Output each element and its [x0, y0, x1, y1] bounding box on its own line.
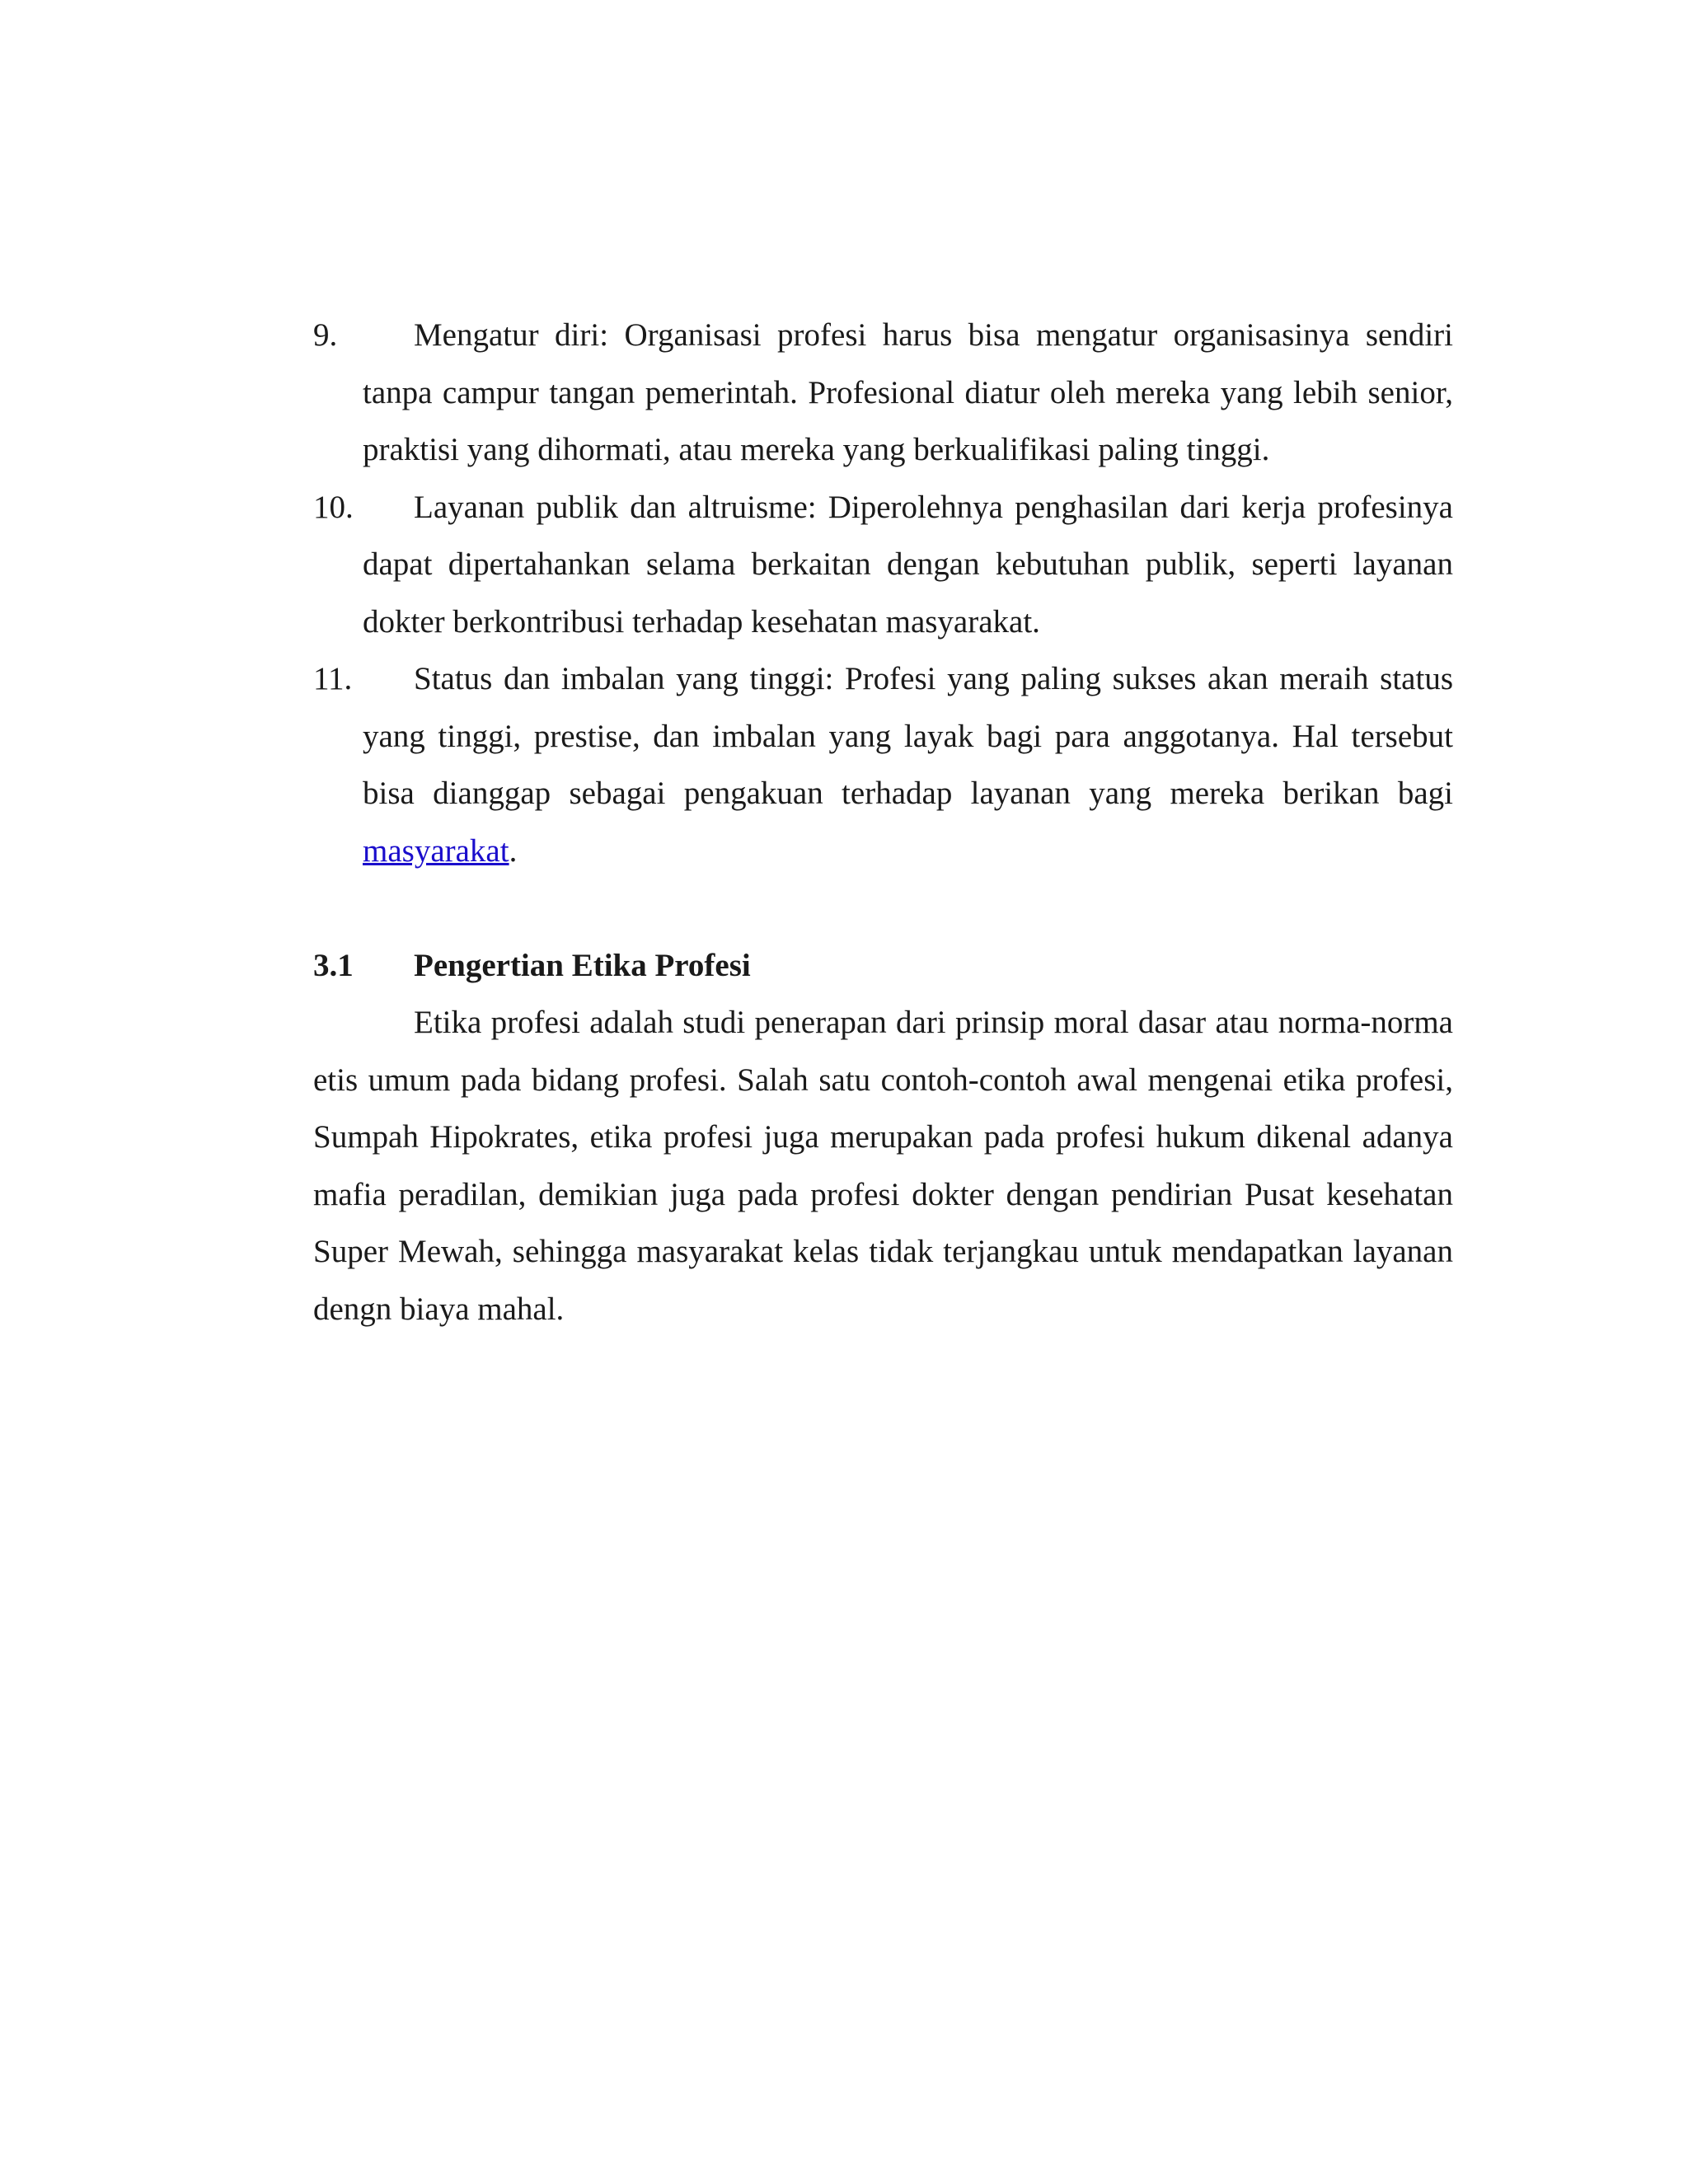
- list-item-text: Status dan imbalan yang tinggi: Profesi yang paling sukses akan meraih status yang tinggi, prestise, dan imbalan yang layak bagi para anggotanya. Hal tersebut bisa dianggap sebagai pengakuan terhadap layanan yang mereka berikan bagi: [363, 661, 1453, 811]
- section-title: Pengertian Etika Profesi: [414, 947, 751, 983]
- section-paragraph: Etika profesi adalah studi penerapan dari prinsip moral dasar atau norma-norma etis umum pada bidang profesi. Salah satu contoh-contoh awal mengenai etika profesi, Sumpah Hipokrates, etika profesi juga merupakan pada profesi hukum dikenal adanya mafia peradilan, demikian juga pada profesi dokter dengan pendirian Pusat kesehatan Super Mewah, sehingga masyarakat kelas tidak terjangkau untuk mendapatkan layanan dengn biaya mahal.: [313, 1005, 1453, 1327]
- list-item-tail: .: [509, 832, 518, 869]
- list-number: 10.: [313, 489, 354, 525]
- list-item: [313, 307, 1453, 479]
- page-content: [313, 307, 1453, 1338]
- list-item: [313, 650, 1453, 879]
- section-heading: [313, 937, 1453, 995]
- list-number: 9.: [313, 317, 338, 353]
- list-item: [313, 479, 1453, 651]
- list-number: 11.: [313, 661, 353, 696]
- masyarakat-link[interactable]: masyarakat: [363, 832, 509, 869]
- list-item-text: Mengatur diri: Organisasi profesi harus bisa mengatur organisasinya sendiri tanpa campur tangan pemerintah. Profesional diatur oleh mereka yang lebih senior, praktisi yang dihormati, atau mereka yang berkualifikasi paling tinggi.: [363, 317, 1453, 467]
- section-number: 3.1: [313, 947, 354, 983]
- list-item-text: Layanan publik dan altruisme: Diperolehnya penghasilan dari kerja profesinya dapat dipertahankan selama berkaitan dengan kebutuhan publik, seperti layanan dokter berkontribusi terhadap kesehatan masyarakat.: [363, 489, 1453, 640]
